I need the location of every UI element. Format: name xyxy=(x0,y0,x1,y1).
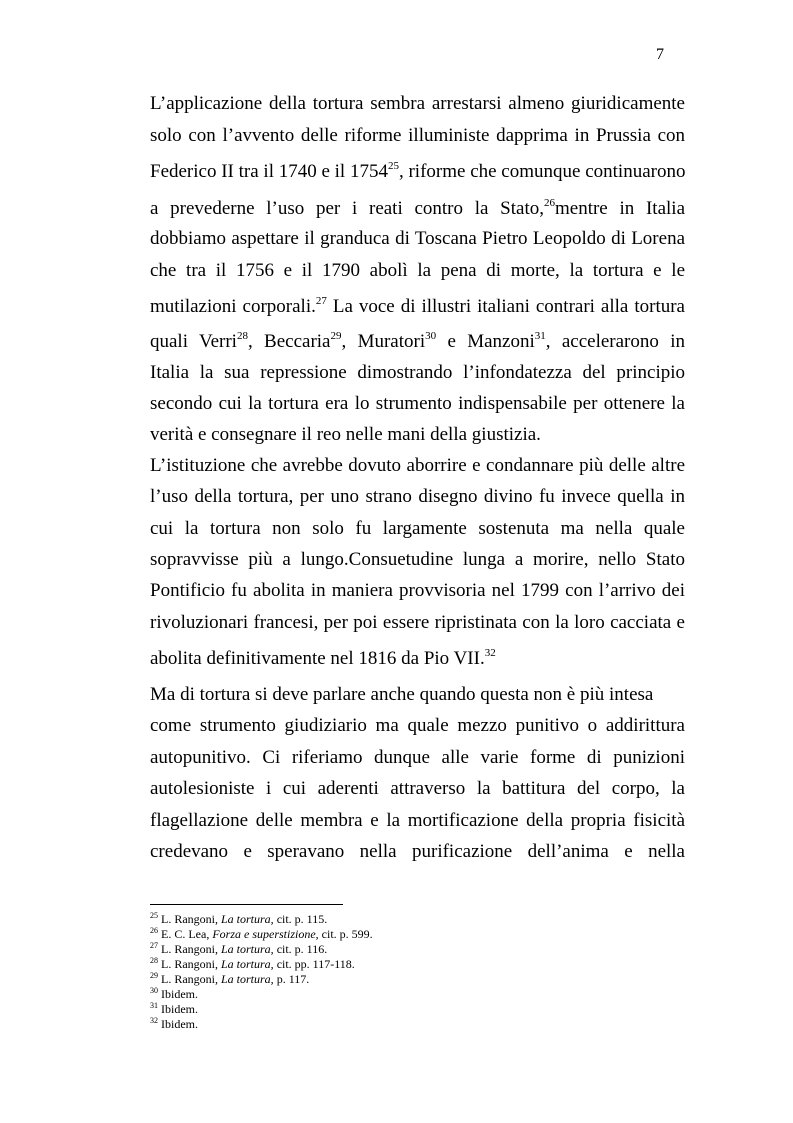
text-line: l’uso della tortura, per uno strano disegno divino fu invece quella in xyxy=(150,486,685,507)
footnote-number: 29 xyxy=(150,971,158,980)
footnote-title: La tortura, xyxy=(221,912,274,926)
text-line xyxy=(150,648,685,670)
footnote-author: E. C. Lea, xyxy=(161,927,213,941)
footnote-number: 25 xyxy=(150,911,158,920)
text-line: credevano e speravano nella purificazione dell’anima e nella xyxy=(150,841,685,862)
text-line: Ma di tortura si deve parlare anche quando questa non è più intesa xyxy=(150,684,654,705)
footnote-ref[interactable]: 29 xyxy=(330,329,342,342)
text-line: verità e consegnare il reo nelle mani della giustizia. xyxy=(150,424,541,445)
text-line: rivoluzionari francesi, per poi essere ripristinata con la loro cacciata e xyxy=(150,612,685,633)
text-run: a prevederne l’uso per i reati contro la Stato, xyxy=(150,198,544,219)
footnote-number: 30 xyxy=(150,986,158,995)
footnote-ref[interactable]: 31 xyxy=(534,329,546,342)
footnote-author: L. Rangoni, xyxy=(161,912,221,926)
page-number: 7 xyxy=(656,46,664,63)
text-run: La voce di illustri italiani contrari alla tortura xyxy=(326,296,685,317)
footnote-ref[interactable]: 32 xyxy=(484,646,496,659)
text-run: , Muratori xyxy=(341,331,426,352)
footnote-author: L. Rangoni, xyxy=(161,972,221,986)
text-line: autolesioniste i cui aderenti attraverso la battitura del corpo, la xyxy=(150,778,685,799)
footnote-divider xyxy=(150,904,343,905)
text-run: , accelerarono in xyxy=(545,331,685,352)
footnote-author: L. Rangoni, xyxy=(161,942,221,956)
footnote-number: 32 xyxy=(150,1016,158,1025)
footnote-citation: cit. p. 116. xyxy=(273,942,328,956)
footnote-number: 31 xyxy=(150,1001,158,1010)
footnote xyxy=(150,1017,198,1031)
footnote xyxy=(150,957,355,971)
text-run: mutilazioni corporali. xyxy=(150,296,316,317)
text-line: Italia la sua repressione dimostrando l’infondatezza del principio xyxy=(150,362,685,383)
text-line: dobbiamo aspettare il granduca di Toscana Pietro Leopoldo di Lorena xyxy=(150,228,685,249)
text-line xyxy=(150,161,685,183)
footnote xyxy=(150,942,327,956)
footnote-ref[interactable]: 28 xyxy=(236,329,248,342)
footnote-title: Forza e superstizione xyxy=(212,927,316,941)
text-line: secondo cui la tortura era lo strumento indispensabile per ottenere la xyxy=(150,393,685,414)
text-line: che tra il 1756 e il 1790 abolì la pena di morte, la tortura e le xyxy=(150,260,685,281)
footnote-ref[interactable]: 26 xyxy=(543,196,555,209)
text-line: flagellazione delle membra e la mortificazione della propria fisicità xyxy=(150,810,685,831)
footnote-text: Ibidem. xyxy=(161,1002,198,1016)
text-run: Federico II tra il 1740 e il 1754 xyxy=(150,161,388,182)
text-line: autopunitivo. Ci riferiamo dunque alle varie forme di punizioni xyxy=(150,747,685,768)
text-line xyxy=(150,198,685,220)
footnote-ref[interactable]: 30 xyxy=(425,329,437,342)
footnote-citation: cit. p. 115. xyxy=(273,912,328,926)
footnote-title: La tortura, xyxy=(221,942,274,956)
text-line xyxy=(150,296,685,318)
text-line: Pontificio fu abolita in maniera provvisoria nel 1799 con l’arrivo dei xyxy=(150,580,685,601)
footnote-number: 27 xyxy=(150,941,158,950)
footnote-title: La tortura, xyxy=(221,957,274,971)
text-run: e Manzoni xyxy=(436,331,535,352)
text-run: abolita definitivamente nel 1816 da Pio VII. xyxy=(150,648,485,669)
footnote-ref[interactable]: 25 xyxy=(387,159,399,172)
footnote-text: Ibidem. xyxy=(161,987,198,1001)
footnote xyxy=(150,972,309,986)
footnote-citation: , cit. p. 599. xyxy=(315,927,373,941)
text-run: quali Verri xyxy=(150,331,237,352)
text-run: , Beccaria xyxy=(247,331,331,352)
text-line: come strumento giudiziario ma quale mezzo punitivo o addirittura xyxy=(150,715,685,736)
text-line: sopravvisse più a lungo.Consuetudine lunga a morire, nello Stato xyxy=(150,549,685,570)
text-line: solo con l’avvento delle riforme illuministe dapprima in Prussia con xyxy=(150,125,685,146)
footnote xyxy=(150,927,373,941)
text-run: , riforme che comunque continuarono xyxy=(398,161,686,182)
text-line: L’applicazione della tortura sembra arrestarsi almeno giuridicamente xyxy=(150,93,685,114)
text-run: mentre in Italia xyxy=(554,198,685,219)
footnote-number: 26 xyxy=(150,926,158,935)
footnote-author: L. Rangoni, xyxy=(161,957,221,971)
footnote xyxy=(150,912,327,926)
footnote-number: 28 xyxy=(150,956,158,965)
footnote-citation: cit. pp. 117-118. xyxy=(273,957,355,971)
footnote xyxy=(150,987,198,1001)
footnote-ref[interactable]: 27 xyxy=(315,294,327,307)
text-line: cui la tortura non solo fu largamente sostenuta ma nella quale xyxy=(150,518,685,539)
footnote-citation: p. 117. xyxy=(273,972,310,986)
footnote-text: Ibidem. xyxy=(161,1017,198,1031)
text-line: L’istituzione che avrebbe dovuto aborrire e condannare più delle altre xyxy=(150,455,685,476)
text-line xyxy=(150,331,685,353)
footnote-title: La tortura, xyxy=(221,972,274,986)
footnote xyxy=(150,1002,198,1016)
